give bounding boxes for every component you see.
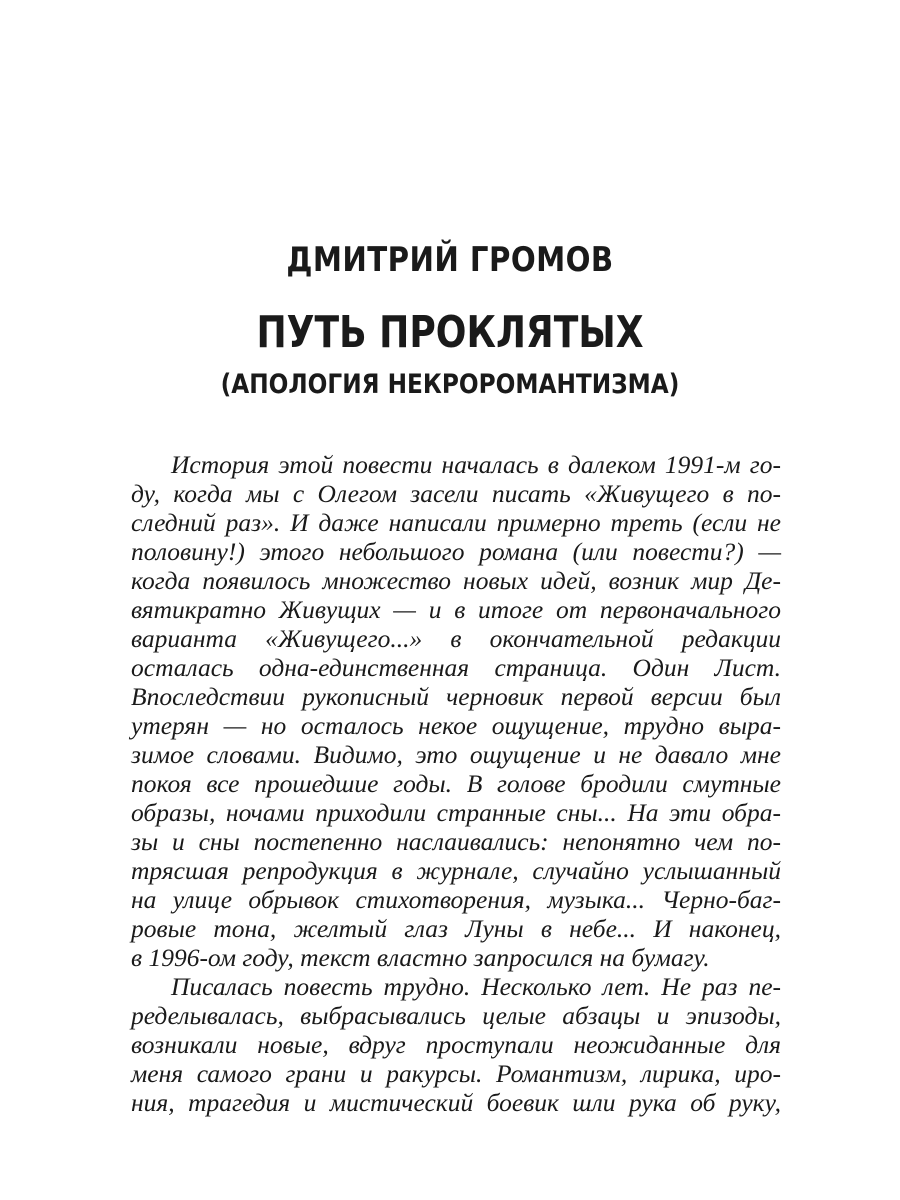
text-line: в 1996-ом году, текст властно запросился на бумагу. xyxy=(131,943,710,972)
preface-text xyxy=(131,450,781,1117)
author-name: ДМИТРИЙ ГРОМОВ xyxy=(286,240,614,280)
text-line: когда появилось множество новых идей, возник мир Де- xyxy=(131,566,781,595)
text-line: половину!) этого небольшого романа (или повести?) — xyxy=(131,537,781,566)
text-line: Впоследствии рукописный черновик первой версии был xyxy=(131,682,781,711)
text-line: на улице обрывок стихотворения, музыка... Черно-баг- xyxy=(131,885,781,914)
text-line: возникали новые, вдруг проступали неожиданные для xyxy=(131,1030,781,1059)
text-line: покоя все прошедшие годы. В голове бродили смутные xyxy=(131,769,781,798)
text-line: ровые тона, желтый глаз Луны в небе... И наконец, xyxy=(131,914,781,943)
text-line: осталась одна-единственная страница. Один Лист. xyxy=(131,653,781,682)
text-line: следний раз». И даже написали примерно треть (если не xyxy=(131,508,781,537)
text-line: меня самого грани и ракурсы. Романтизм, лирика, иро- xyxy=(131,1059,781,1088)
text-line: трясшая репродукция в журнале, случайно услышанный xyxy=(131,856,781,885)
book-title: ПУТЬ ПРОКЛЯТЫХ xyxy=(256,307,644,358)
text-line: ределывалась, выбрасывались целые абзацы и эпизоды, xyxy=(131,1001,781,1030)
text-line: зимое словами. Видимо, это ощущение и не давало мне xyxy=(131,740,781,769)
book-subtitle: (АПОЛОГИЯ НЕКРОРОМАНТИЗМА) xyxy=(220,369,680,400)
text-line: История этой повести началась в далеком 1991-м го- xyxy=(171,450,781,479)
text-line: ния, трагедия и мистический боевик шли рука об руку, xyxy=(131,1088,781,1117)
text-line: ду, когда мы с Олегом засели писать «Живущего в по- xyxy=(131,479,781,508)
text-line: образы, ночами приходили странные сны... На эти обра- xyxy=(131,798,781,827)
text-line: вятикратно Живущих — и в итоге от первоначального xyxy=(131,595,781,624)
text-line: утерян — но осталось некое ощущение, трудно выра- xyxy=(131,711,781,740)
text-line: Писалась повесть трудно. Несколько лет. Не раз пе- xyxy=(171,972,781,1001)
text-line: варианта «Живущего...» в окончательной редакции xyxy=(131,624,781,653)
text-line: зы и сны постепенно наслаивались: непонятно чем по- xyxy=(131,827,781,856)
